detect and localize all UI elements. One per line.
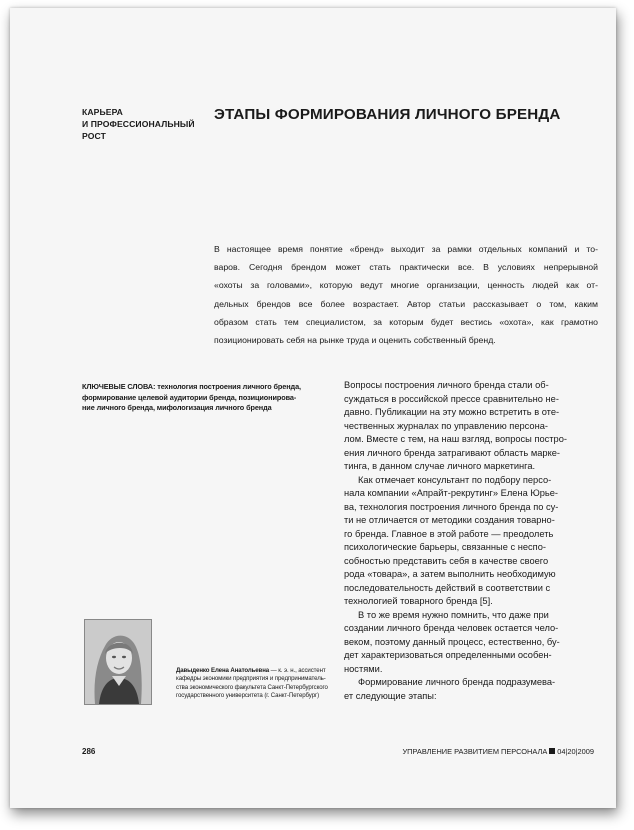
- body-line: технологией товарного бренда [5].: [344, 596, 493, 606]
- article-lead: [214, 240, 598, 349]
- author-role: — к. э. н., ассистент: [269, 667, 326, 674]
- body-line: Вопросы построения личного бренда стали об-: [344, 380, 549, 390]
- author-portrait-image: [85, 620, 151, 704]
- author-name: Давыденко Елена Анатольевна: [176, 667, 270, 674]
- body-line: чественных журналах по управлению персона-: [344, 420, 548, 431]
- body-line: последовательность действий в соответствии с: [344, 582, 551, 593]
- body-line: ет следующие этапы:: [344, 690, 437, 701]
- section-label: [82, 106, 202, 142]
- author-line: [176, 667, 346, 675]
- keywords-line: КЛЮЧЕВЫЕ СЛОВА: технология построения личного бренда,: [82, 382, 301, 391]
- author-line: ства экономического факультета Санкт-Петербургского: [176, 683, 328, 691]
- article-body: [344, 379, 592, 703]
- lead-line: В настоящее время понятие «бренд» выходит за рамки отдельных компаний и то-: [214, 244, 598, 254]
- body-line: тинга, в данном случае личного маркетинга.: [344, 461, 536, 471]
- section-label-line: РОСТ: [82, 131, 106, 141]
- keywords-line: ние личного бренда, мифологизация личного бренда: [82, 403, 272, 413]
- body-line: давно. Публикации на эту можно встретить в оте-: [344, 407, 560, 417]
- body-line: собностью представить себя в качестве своего: [344, 555, 549, 566]
- body-line: дет характеризоваться определенными особен-: [344, 650, 552, 660]
- lead-line: дельных брендов все более возрастает. Автор статьи рассказывает о том, каким: [214, 298, 598, 309]
- author-line: государственного университета (г. Санкт-Петербург): [176, 691, 320, 699]
- lead-line: позиционировать себя на рынке труда и оценить собственный бренд.: [214, 335, 496, 346]
- keywords-block: [82, 382, 326, 414]
- body-line: ти не отличается от методики создания товарно-: [344, 515, 555, 525]
- body-line: психологические барьеры, связанные с неспо-: [344, 542, 546, 552]
- journal-issue: 04|20|2009: [557, 747, 594, 756]
- square-bullet-icon: [549, 748, 555, 754]
- body-line: Формирование личного бренда подразумева-: [358, 677, 556, 687]
- body-line: рода «товара», а затем выполнить необходимую: [344, 569, 556, 579]
- author-info: [176, 667, 346, 700]
- author-line: кафедры экономики предприятия и предприниматель-: [176, 675, 326, 683]
- body-line: Как отмечает консультант по подбору персо-: [358, 474, 552, 485]
- body-line: ва, технология построения личного бренда по су-: [344, 501, 559, 512]
- author-photo: [84, 619, 152, 705]
- lead-line: варов. Сегодня брендом может стать практически все. В условиях непрерывной: [214, 262, 598, 273]
- journal-name: УПРАВЛЕНИЕ РАЗВИТИЕМ ПЕРСОНАЛА: [402, 747, 548, 756]
- page-number: 286: [82, 747, 96, 756]
- body-line: веком, поэтому данный процесс, естественно, бу-: [344, 636, 560, 647]
- journal-page: [10, 8, 616, 808]
- article-title: ЭТАПЫ ФОРМИРОВАНИЯ ЛИЧНОГО БРЕНДА: [214, 106, 561, 123]
- body-line: В то же время нужно помнить, что даже при: [358, 609, 549, 620]
- body-line: нала компании «Апрайт-рекрутинг» Елена Юрье-: [344, 488, 559, 498]
- lead-line: образом стать тем специалистом, за которым будет вестись «охота», как грамотно: [214, 316, 598, 327]
- body-line: суждаться в российской прессе сравнительно не-: [344, 393, 559, 404]
- lead-line: «охоты за головами», которую ведут многие организации, ценность людей как от-: [214, 280, 598, 291]
- body-line: ения личного бренда затрагивают область марке-: [344, 447, 561, 458]
- body-line: создании личного бренда человек остается чело-: [344, 623, 559, 633]
- section-label-line: И ПРОФЕССИОНАЛЬНЫЙ: [82, 119, 195, 129]
- keywords-line: формирование целевой аудитории бренда, позиционирова-: [82, 392, 297, 402]
- section-label-line: КАРЬЕРА: [82, 107, 123, 117]
- journal-footer: [402, 747, 594, 756]
- body-line: лом. Вместе с тем, на наш взгляд, вопросы постро-: [344, 434, 567, 444]
- body-line: го бренда. Главное в этой работе — преодолеть: [344, 528, 554, 539]
- body-line: ностями.: [344, 663, 383, 674]
